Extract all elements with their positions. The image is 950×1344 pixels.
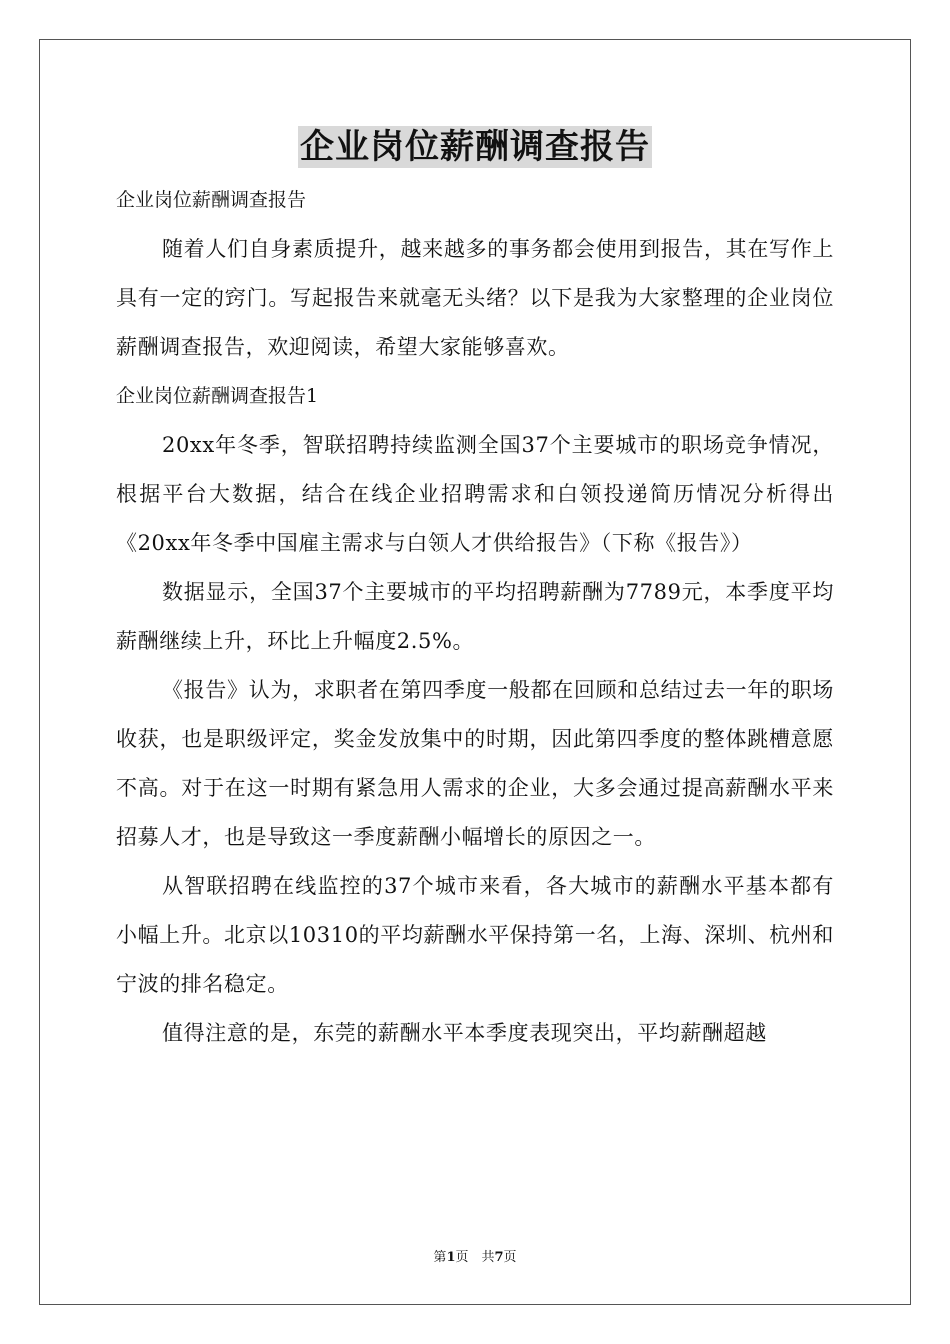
paragraph-3: 《报告》认为，求职者在第四季度一般都在回顾和总结过去一年的职场收获，也是职级评定，奖金发放集中的时期，因此第四季度的整体跳槽意愿不高。对于在这一时期有紧急用人需求的企业，大多会通过提高薪酬水平来招募人才，也是导致这一季度薪酬小幅增长的原因之一。 [116,678,834,849]
section-title: 企业岗位薪酬调查报告1 [116,385,319,407]
page-footer [0,1246,950,1265]
document-body [116,120,834,1058]
footer-mid: 页 共 [455,1250,495,1265]
paragraph-2: 数据显示，全国37个主要城市的平均招聘薪酬为7789元，本季度平均薪酬继续上升，环比上升幅度2.5%。 [116,580,834,653]
title-wrap [116,120,834,176]
heading-line: 企业岗位薪酬调查报告 [116,189,307,211]
footer-suffix: 页 [503,1250,517,1265]
paragraph-5: 值得注意的是，东莞的薪酬水平本季度表现突出，平均薪酬超越 [162,1021,767,1045]
footer-current-page: 1 [446,1250,456,1265]
paragraph-4: 从智联招聘在线监控的37个城市来看，各大城市的薪酬水平基本都有小幅上升。北京以10310的平均薪酬水平保持第一名，上海、深圳、杭州和宁波的排名稳定。 [116,874,834,996]
footer-total-pages: 7 [494,1250,504,1265]
paragraph-1: 20xx年冬季，智联招聘持续监测全国37个主要城市的职场竞争情况，根据平台大数据，结合在线企业招聘需求和白领投递简历情况分析得出《20xx年冬季中国雇主需求与白领人才供给报告》（下称《报告》） [116,433,834,555]
intro-paragraph: 随着人们自身素质提升，越来越多的事务都会使用到报告，其在写作上具有一定的窍门。写起报告来就毫无头绪？以下是我为大家整理的企业岗位薪酬调查报告，欢迎阅读，希望大家能够喜欢。 [116,237,834,359]
document-title: 企业岗位薪酬调查报告 [300,127,650,167]
footer-prefix: 第 [433,1250,447,1265]
